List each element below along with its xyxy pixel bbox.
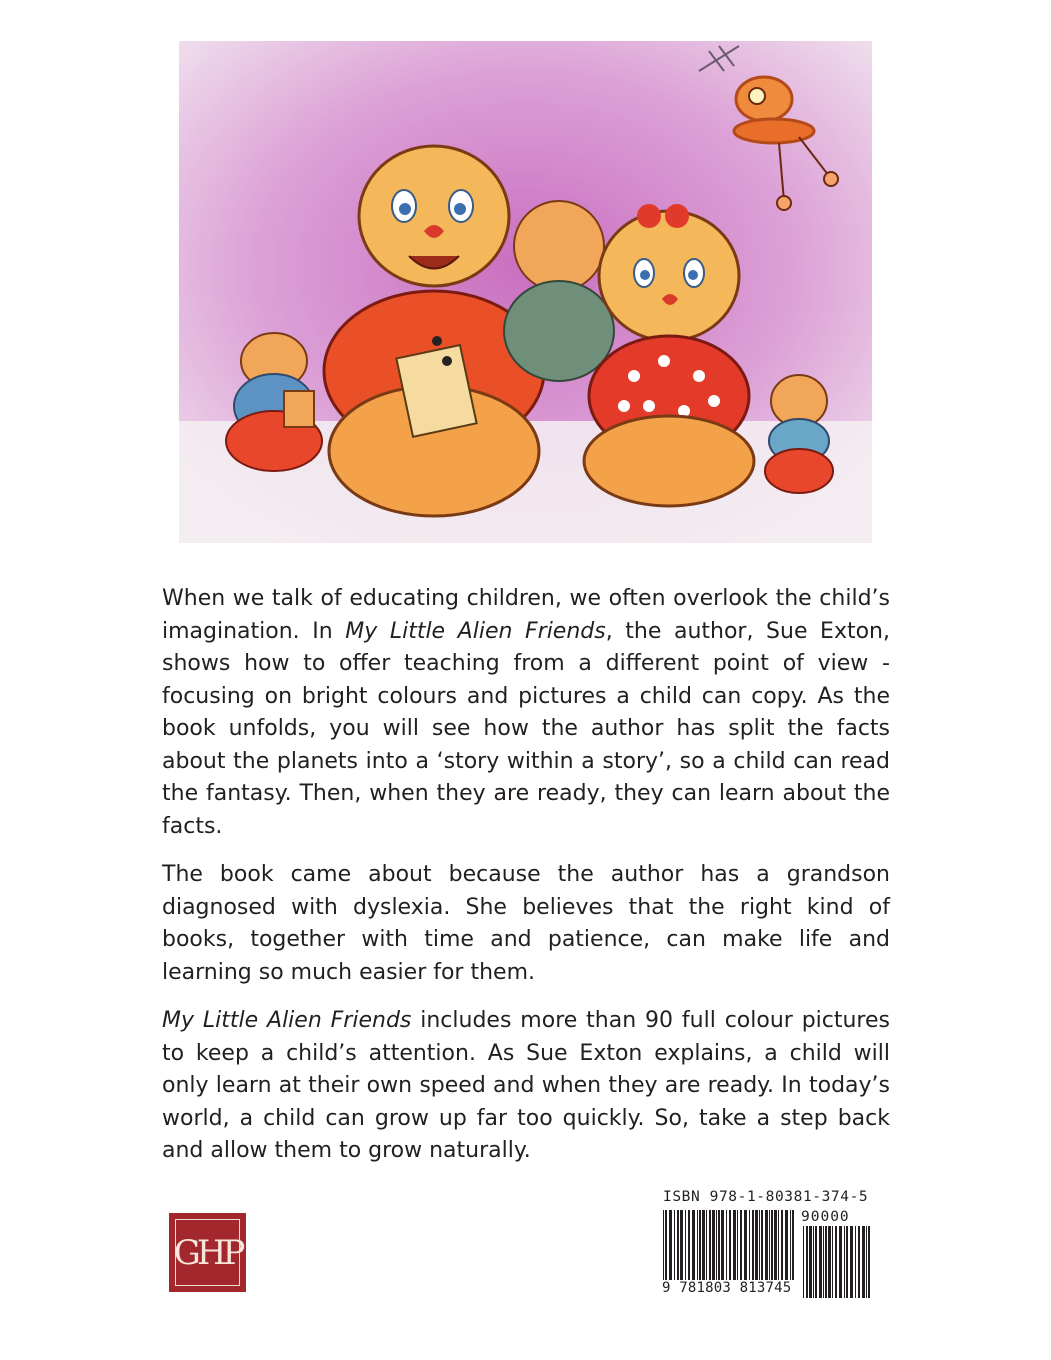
polka-dot-alien: [584, 204, 754, 506]
book-title-italic: My Little Alien Friends: [345, 618, 606, 644]
barcode-bar: [813, 1226, 814, 1298]
barcode-bar: [815, 1226, 817, 1298]
barcode-bar: [866, 1226, 867, 1298]
alien-family-illustration: [179, 41, 872, 543]
barcode-bar: [828, 1226, 831, 1298]
blurb-paragraph-2: The book came about because the author has a grandson diagnosed with dyslexia. She believes that the right kind of books, together with time and patience, can make life and learning so much easier for them.: [162, 862, 890, 985]
barcode-bar: [846, 1226, 848, 1298]
publisher-logo: [169, 1213, 246, 1292]
barcode-bar: [862, 1226, 865, 1298]
barcode-bar: [855, 1226, 856, 1298]
barcode-bar: [858, 1226, 860, 1298]
barcode-bar: [835, 1226, 837, 1298]
barcode-bar: [850, 1226, 853, 1298]
blurb-p1-rest: , the author, Sue Exton, shows how to offer teaching from a different point of view - focusing on bright colours and pictures a child can copy. As the book unfolds, you will see how the author has split the facts about the planets into a ‘story within a story’, so a child can read the fantasy. Then, when they are ready, they can learn about the facts.: [162, 618, 890, 839]
barcode-bar: [868, 1226, 870, 1298]
barcode-bar: [839, 1226, 842, 1298]
barcode-bar: [844, 1226, 845, 1298]
blurb-p1-intro: When we talk of educating children, we often overlook the child’s imagination. In: [162, 586, 890, 644]
barcode-bar: [803, 1226, 804, 1298]
barcode-bar: [823, 1226, 824, 1298]
back-cover-blurb: [162, 583, 890, 1184]
barcode-digits: 9 781803 813745: [660, 1280, 802, 1296]
barcode-bar: [809, 1226, 812, 1298]
price-addon-digits: 90000: [801, 1209, 850, 1225]
barcode-bar: [819, 1226, 822, 1298]
barcode-bar: [806, 1226, 808, 1298]
barcode-bar: [832, 1226, 833, 1298]
price-addon-barcode: [803, 1226, 873, 1298]
blurb-paragraph-3: [162, 1005, 890, 1168]
isbn-label: ISBN 978-1-80381-374-5: [663, 1189, 869, 1205]
publisher-logo-monogram: GHP: [175, 1219, 240, 1286]
blurb-paragraph-1: [162, 583, 890, 843]
book-title-italic: My Little Alien Friends: [162, 1008, 412, 1033]
small-alien-right: [765, 375, 833, 493]
cover-illustration: [179, 41, 872, 543]
barcode-bar: [825, 1226, 827, 1298]
blurb-p3-rest: includes more than 90 full colour pictures to keep a child’s attention. As Sue Exton explains, a child will only learn at their own speed and when they are ready. In today’s world, a child can grow up far too quickly. So, take a step back and allow them to grow naturally.: [162, 1008, 890, 1163]
